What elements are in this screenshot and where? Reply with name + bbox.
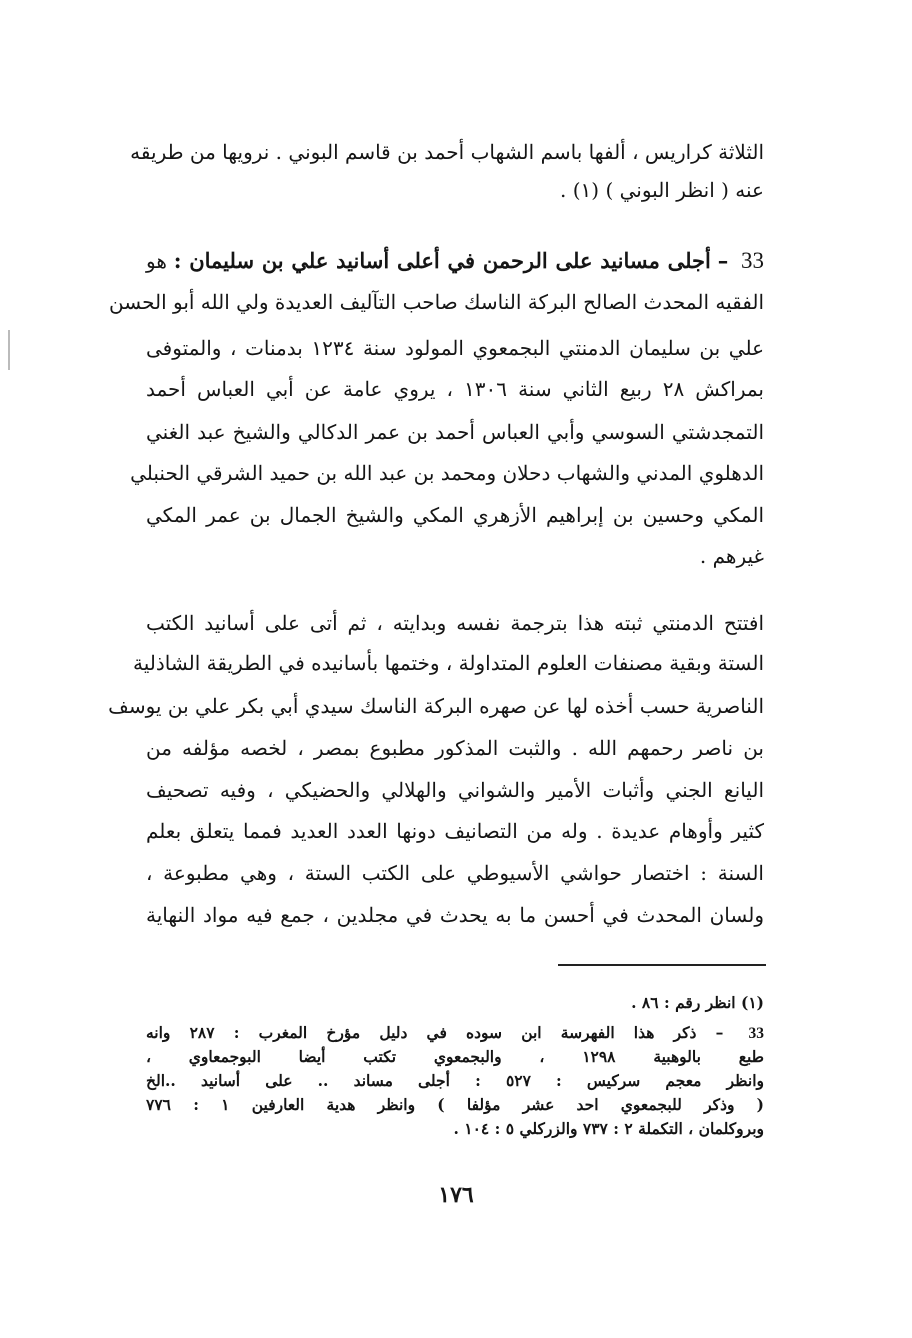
footnote-rule [558,964,766,966]
footnote-33-line-2: طبع بالوهبية ١٢٩٨ ، والبجمعوي تكتب أيضا البوجمعاوي ، [146,1047,764,1066]
scan-edge-mark [8,330,10,370]
entry-number: 33 [741,248,765,273]
body-line-1: افتتح الدمنتي ثبته هذا بترجمة نفسه وبدايته ، ثم أتى على أسانيد الكتب [146,611,764,635]
intro-line-1: الثلاثة كراريس ، ألفها باسم الشهاب أحمد بن قاسم البوني . نرويها من طريقه [130,140,764,164]
entry-line-1: الفقيه المحدث الصالح البركة الناسك صاحب التآليف العديدة ولي الله أبو الحسن [109,290,764,314]
footnote-1: (١) انظر رقم : ٨٦ . [631,993,764,1012]
footnote-33-number: 33 [748,1025,764,1042]
body-line-8: ولسان المحدث في أحسن ما به يحدث في مجلدين ، جمع فيه مواد النهاية [146,903,764,927]
footnote-33-line-3: وانظر معجم سركيس : ٥٢٧ : أجلى مساند .. على أسانيد ..الخ [146,1071,764,1090]
body-line-7: السنة : اختصار حواشي الأسيوطي على الكتب الستة ، وهي مطبوعة ، [146,861,764,885]
body-line-3: الناصرية حسب أخذه لها عن صهره البركة الناسك سيدي أبي بكر علي بن يوسف [108,694,764,718]
body-line-6: كثير وأوهام عديدة . وله من التصانيف دونها العدد العديد فمما يتعلق بعلم [146,819,764,843]
body-line-5: اليانع الجني وأثبات الأمير والشواني والهلالي والحضيكي ، وفيه تصحيف [146,778,764,802]
entry-line-3: بمراكش ٢٨ ربيع الثاني سنة ١٣٠٦ ، يروي عامة عن أبي العباس أحمد [146,377,764,401]
entry-line-7: غيرهم . [699,544,764,568]
body-line-2: الستة وبقية مصنفات العلوم المتداولة ، وختمها بأسانيده في الطريقة الشاذلية [132,651,764,675]
footnote-33-text-1: – ذكر هذا الفهرسة ابن سوده في دليل مؤرخ المغرب : ٢٨٧ وانه [146,1023,724,1042]
entry-title: أجلى مسانيد على الرحمن في أعلى أسانيد علي بن سليمان : [173,248,711,273]
entry-dash: – [717,248,729,273]
footnote-33-line-1 [146,1022,764,1045]
entry-line-6: المكي وحسين بن إبراهيم الأزهري المكي والشيخ الجمال بن عمر المكي [146,503,764,527]
footnote-33-line-5: وبروكلمان ، التكملة ٢ : ٧٣٧ والزركلي ٥ : ١٠٤ . [453,1119,764,1138]
entry-heading [146,243,764,279]
footnote-33-line-4: ( وذكر للبجمعوي احد عشر مؤلفا ) وانظر هدية العارفين ١ : ٧٧٦ [146,1095,765,1114]
entry-line-5: الدهلوي المدني والشهاب دحلان ومحمد بن عبد الله بن حميد الشرقي الحنبلي [130,461,764,485]
intro-line-2: عنه ( انظر البوني ) (١) . [560,178,764,202]
body-line-4: بن ناصر رحمهم الله . والثبت المذكور مطبوع بمصر ، لخصه مؤلفه من [146,736,764,760]
entry-line-2: علي بن سليمان الدمنتي البجمعوي المولود سنة ١٢٣٤ بدمنات ، والمتوفى [146,336,765,360]
entry-line-4: التمجدشتي السوسي وأبي العباس أحمد بن عمر الدكالي والشيخ عبد الغني [146,420,764,444]
page-number: ١٧٦ [438,1182,474,1208]
entry-after-title: هو [146,249,167,273]
